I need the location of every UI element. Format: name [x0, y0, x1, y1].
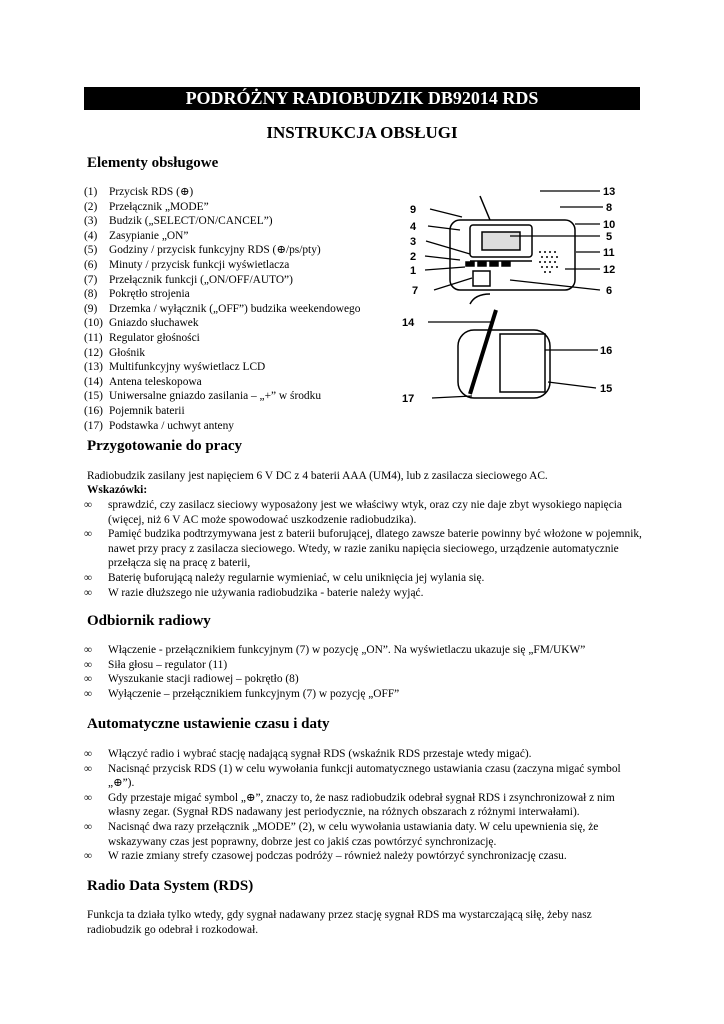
parts-list-number: (16) — [84, 404, 103, 417]
label-11: 11 — [603, 247, 615, 259]
bullet-icon: ∞ — [84, 586, 93, 599]
bullet-text: Włączenie - przełącznikiem funkcyjnym (7) w pozycję „ON”. Na wyświetlaczu ukazuje się „FM/UKW” — [108, 644, 586, 656]
parts-list-item — [84, 229, 360, 244]
parts-list-item — [84, 273, 360, 288]
document-title: PODRÓŻNY RADIOBUDZIK DB92014 RDS — [84, 87, 640, 110]
parts-list-text: Budzik („SELECT/ON/CANCEL”) — [109, 215, 273, 228]
rds-text: Funkcja ta działa tylko wtedy, gdy sygnał nadawany przez stację sygnał RDS ma wystarczającą siłę, żeby nasz radiobudzik go odebrał i rozkodował. — [87, 909, 592, 936]
bullet-text: sprawdzić, czy zasilacz sieciowy wyposażony jest we właściwy wtyk, oraz czy nie daje zbyt wysokiego napięcia (więcej, niż 6 V AC może spowodować uszkodzenie radiobudzika). — [108, 499, 622, 526]
bullet-item — [84, 643, 644, 658]
bullet-icon: ∞ — [84, 687, 93, 700]
bullet-text: Włączyć radio i wybrać stację nadającą sygnał RDS (wskaźnik RDS przestaje wtedy migać). — [108, 748, 532, 760]
bullet-icon: ∞ — [84, 673, 93, 686]
radio-diagram — [400, 182, 630, 412]
document-subtitle: INSTRUKCJA OBSŁUGI — [266, 123, 458, 142]
label-4: 4 — [410, 221, 417, 233]
parts-list-text: Gniazdo słuchawek — [109, 317, 199, 330]
label-1: 1 — [410, 265, 417, 277]
parts-list-text: Pojemnik baterii — [109, 404, 185, 417]
parts-list-item — [84, 331, 360, 346]
prep-notes-label: Wskazówki: — [87, 484, 148, 496]
bullet-text: Wyszukanie stacji radiowej – pokrętło (8) — [108, 673, 299, 686]
bullet-icon: ∞ — [84, 748, 93, 760]
parts-list-number: (17) — [84, 419, 103, 432]
parts-list-text: Pokrętło strojenia — [109, 288, 190, 301]
parts-list-text: Uniwersalne gniazdo zasilania – „+” w środku — [109, 390, 322, 403]
radio-back-view — [458, 294, 550, 398]
bullet-item — [84, 687, 644, 702]
parts-list-number: (9) — [84, 302, 98, 315]
label-7: 7 — [412, 285, 419, 297]
bullet-icon: ∞ — [84, 571, 93, 584]
parts-list-text: Głośnik — [109, 346, 146, 359]
bullet-icon: ∞ — [84, 499, 93, 511]
prep-intro: Radiobudzik zasilany jest napięciem 6 V DC z 4 baterii AAA (UM4), lub z zasilacza sieciowego AC. — [87, 470, 548, 482]
section-heading-rds: Radio Data System (RDS) — [87, 878, 254, 894]
parts-list-item — [84, 316, 360, 331]
autotime-bullets — [84, 747, 644, 864]
bullet-icon: ∞ — [84, 820, 93, 833]
label-16: 16 — [600, 345, 613, 357]
parts-list-item — [84, 419, 360, 434]
parts-list-text: Godziny / przycisk funkcyjny RDS (⊕/ps/pty) — [109, 244, 321, 257]
bullet-icon: ∞ — [84, 850, 93, 863]
section-heading-autotime: Automatyczne ustawienie czasu i daty — [87, 716, 330, 732]
bullet-item — [84, 791, 644, 820]
bullet-icon: ∞ — [84, 762, 93, 775]
section-heading-elements: Elementy obsługowe — [87, 155, 219, 171]
parts-list-number: (1) — [84, 186, 98, 198]
bullet-item — [84, 586, 644, 601]
parts-list-number: (7) — [84, 273, 98, 286]
bullet-icon: ∞ — [84, 528, 93, 541]
section-heading-radio: Odbiornik radiowy — [87, 613, 211, 629]
parts-list-item — [84, 389, 360, 404]
parts-list-item — [84, 200, 360, 215]
label-13: 13 — [603, 186, 616, 198]
bullet-text: Baterię buforującą należy regularnie wymieniać, w celu uniknięcia jej wylania się. — [108, 571, 485, 584]
parts-list-number: (8) — [84, 288, 98, 301]
bullet-item — [84, 527, 644, 571]
label-9: 9 — [410, 204, 417, 216]
section-heading-prep: Przygotowanie do pracy — [87, 438, 242, 454]
parts-list-item — [84, 360, 360, 375]
bullet-icon: ∞ — [84, 658, 93, 671]
bullet-text: Nacisnąć dwa razy przełącznik „MODE” (2), w celu wywołania ustawiania daty. W celu upewnienia się, że wskazywany czas jest poprawny, dobrze jest co jakiś czas powtórzyć synchronizację. — [108, 820, 599, 848]
bullet-item — [84, 849, 644, 864]
bullet-item — [84, 820, 644, 849]
bullet-text: W razie dłuższego nie używania radiobudzika - baterie należy wyjąć. — [108, 586, 424, 599]
parts-list-item — [84, 404, 360, 419]
parts-list-text: Przełącznik funkcji („ON/OFF/AUTO”) — [109, 273, 293, 286]
prep-bullets — [84, 498, 644, 600]
parts-list-number: (4) — [84, 229, 98, 242]
parts-list-number: (14) — [84, 375, 103, 388]
parts-list-text: Antena teleskopowa — [109, 375, 202, 388]
speaker-grille — [539, 251, 558, 273]
parts-list-text: Drzemka / wyłącznik („OFF”) budzika weekendowego — [109, 302, 361, 315]
parts-list-text: Przycisk RDS (⊕) — [109, 186, 194, 198]
parts-list-item — [84, 346, 360, 361]
parts-list-item — [84, 185, 360, 200]
parts-list-item — [84, 258, 360, 273]
bullet-text: Nacisnąć przycisk RDS (1) w celu wywołania funkcji automatycznego ustawiania czasu (zaczyna migać symbol „⊕”). — [108, 762, 621, 790]
parts-list-item — [84, 214, 360, 229]
parts-list-text: Zasypianie „ON” — [109, 229, 189, 242]
bullet-item — [84, 672, 644, 687]
parts-list-text: Przełącznik „MODE” — [109, 200, 209, 213]
label-5: 5 — [606, 231, 613, 243]
label-2: 2 — [410, 251, 417, 263]
label-17: 17 — [402, 393, 415, 405]
parts-list-number: (15) — [84, 390, 103, 403]
label-10: 10 — [603, 219, 616, 231]
parts-list-text: Regulator głośności — [109, 331, 200, 344]
parts-list-number: (3) — [84, 215, 98, 228]
bullet-text: W razie zmiany strefy czasowej podczas podróży – również należy powtórzyć synchronizację czasu. — [108, 850, 567, 863]
label-15: 15 — [600, 383, 613, 395]
bullet-icon: ∞ — [84, 791, 93, 804]
bullet-item — [84, 498, 644, 527]
label-6: 6 — [606, 285, 613, 297]
bullet-text: Siła głosu – regulator (11) — [108, 658, 228, 671]
parts-list-number: (12) — [84, 346, 103, 359]
bullet-text: Wyłączenie – przełącznikiem funkcyjnym (7) w pozycję „OFF” — [108, 687, 400, 700]
bullet-item — [84, 658, 644, 673]
label-3: 3 — [410, 236, 417, 248]
parts-list-number: (13) — [84, 361, 103, 374]
parts-list — [84, 185, 360, 433]
bullet-item — [84, 762, 644, 791]
label-8: 8 — [606, 202, 613, 214]
radio-front-view — [450, 196, 575, 290]
parts-list-number: (11) — [84, 331, 103, 344]
label-12: 12 — [603, 264, 616, 276]
parts-list-number: (2) — [84, 200, 98, 213]
bullet-text: Gdy przestaje migać symbol „⊕”, znaczy to, że nasz radiobudzik odebrał sygnał RDS i zsynchronizował z nim własny zegar. (Sygnał RDS nadawany jest periodycznie, na różnych obszarach z różnymi interwałami). — [108, 791, 615, 819]
bullet-icon: ∞ — [84, 644, 93, 656]
parts-list-number: (5) — [84, 244, 98, 257]
parts-list-item — [84, 287, 360, 302]
bullet-item — [84, 747, 644, 762]
parts-list-number: (6) — [84, 258, 98, 271]
parts-list-text: Podstawka / uchwyt anteny — [109, 419, 234, 432]
label-14: 14 — [402, 317, 415, 329]
parts-list-item — [84, 302, 360, 317]
bullet-item — [84, 571, 644, 586]
radio-bullets — [84, 643, 644, 701]
parts-list-number: (10) — [84, 317, 103, 330]
parts-list-item — [84, 375, 360, 390]
parts-list-text: Minuty / przycisk funkcji wyświetlacza — [109, 258, 290, 271]
parts-list-text: Multifunkcyjny wyświetlacz LCD — [109, 361, 266, 374]
bullet-text: Pamięć budzika podtrzymywana jest z baterii buforującej, dlatego zawsze baterie powinny być włożone w pojemnik, nawet przy pracy z zasilacza sieciowego. Wtedy, w razie zaniku napięcia sieciowego, urządzenie automatycznie przełącza się na pracę z baterii, — [108, 528, 642, 570]
parts-list-item — [84, 243, 360, 258]
